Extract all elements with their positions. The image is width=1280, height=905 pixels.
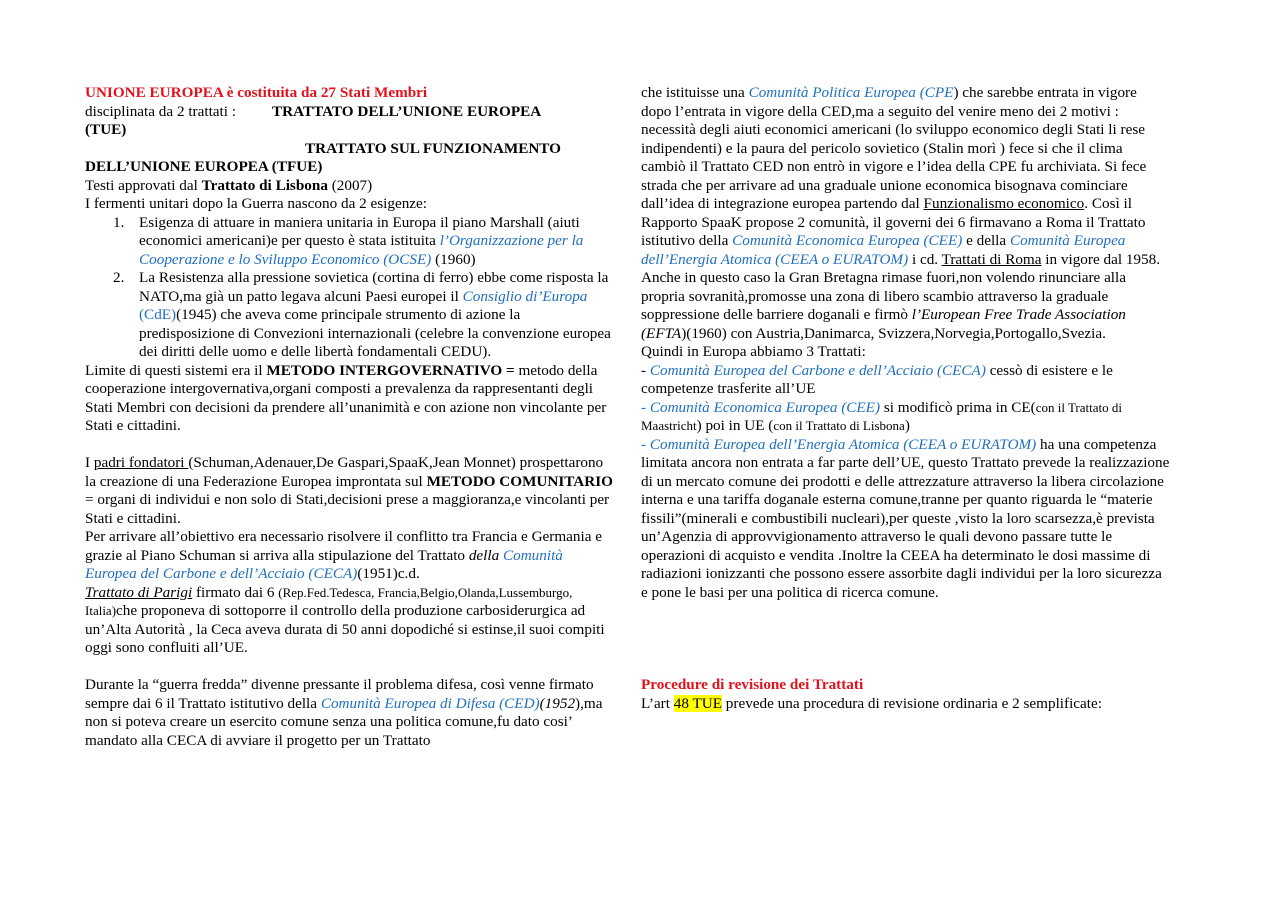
text: Durante la “guerra fredda” divenne pressante il problema difesa, così venne firmato sempre dai 6 il Trattato istitutivo della bbox=[85, 676, 594, 712]
text-bold: METODO COMUNITARIO bbox=[426, 472, 613, 490]
link-ced: Comunità Europea di Difesa (CED) bbox=[320, 694, 540, 712]
needs-list bbox=[85, 214, 615, 362]
spacer bbox=[641, 658, 1171, 677]
list-item bbox=[85, 269, 615, 362]
text: firmato dai 6 bbox=[192, 583, 279, 601]
text: che proponeva di sottoporre il controllo della produzione carbosiderurgica ad un’Alta Autorità , la Ceca aveva durata di 50 anni dopodiché si estinse,il suoi compiti oggi sono confluiti all’UE. bbox=[85, 602, 605, 656]
text-bold: METODO INTERGOVERNATIVO = bbox=[266, 361, 515, 379]
text: Testi approvati dal bbox=[85, 176, 202, 194]
paragraph-cpe bbox=[641, 84, 1171, 343]
text: Per arrivare all’obiettivo era necessario risolvere il conflitto tra Francia e Germania e grazie al Piano Schuman si arriva alla stipulazione del Trattato bbox=[85, 528, 602, 564]
link-ocse: l’Organizzazione per la Cooperazione e lo Sviluppo Economico (OCSE) bbox=[139, 232, 584, 268]
text: ha una competenza limitata ancora non entrata a far parte dell’UE, questo Trattato prevede la realizzazione di un mercato comune dei prodotti e delle attrezzature attraverso la libera circolazione interna e una tariffa doganale esterna comune,tranne per quanto riguarda le “materie fissili”(minerali e combustibili nucleari),per queste ,visto la loro scarsezza,è prevista un’Agenzia di approvvigionamento attraverso le quali devono passare tutte le operazioni di acquisto e vendita .Inoltre la CEEA ha determinato le dosi massime di radiazioni ionizzanti che possono essere assorbite dagli individui per la loro sicurezza e pone le basi per una politica di ricerca comune. bbox=[641, 435, 1170, 601]
paragraph-treaty-cee bbox=[641, 399, 1171, 436]
text-parigi: Trattato di Parigi bbox=[85, 583, 193, 601]
text-small: con il Trattato di Maastricht bbox=[641, 399, 1122, 433]
paragraph-trattati bbox=[85, 103, 615, 140]
paragraph-quindi: Quindi in Europa abbiamo 3 Trattati: bbox=[641, 343, 866, 360]
text-underlined: Funzionalismo economico bbox=[923, 195, 1085, 212]
text-bold: Trattato di Lisbona bbox=[201, 176, 328, 194]
text: ),ma non si poteva creare un esercito comune senza una politica comune,fu dato cosi’ mandato alla CECA di avviare il progetto per un Trattato bbox=[85, 694, 603, 749]
link-cde: Consiglio di’Europa bbox=[462, 287, 588, 305]
text-disciplinata: disciplinata da 2 trattati : bbox=[85, 102, 236, 120]
text: (1945) che aveva come principale strumento di azione la predisposizione di Convezioni internazionali (celebre la convenzione europea dei diritti delle uomo e delle libertà fondamentali CEDU). bbox=[139, 306, 611, 360]
spacer bbox=[641, 602, 1171, 621]
paragraph-lisbona bbox=[85, 177, 615, 196]
paragraph-treaty-ceca bbox=[641, 362, 1171, 399]
paragraph-limite bbox=[85, 362, 615, 436]
text: i cd. bbox=[908, 250, 942, 268]
text: che istituisse una bbox=[641, 84, 749, 101]
paragraph-fermenti: I fermenti unitari dopo la Guerra nascono da 2 esigenze: bbox=[85, 195, 428, 212]
link-ceca-2: Comunità Europea del Carbone e dell’Acciaio (CECA) bbox=[649, 361, 986, 379]
paragraph-ced bbox=[85, 676, 615, 750]
text: ) che sarebbe entrata in vigore dopo l’entrata in vigore della CED,ma a seguito del venire meno dei 2 motivi : necessità degli aiuti economici americani (lo sviluppo economico degli Stati li rese indipendenti) e la paura del pericolo sovietico (Stalin morì ) fece si che il clima cambiò il Trattato CED non entrò in vigore e l’idea della CPE fu archiviata. Si fece strada che per arrivare ad una graduale unione economica bisognava cominciare dall’idea di integrazione europea partendo dal bbox=[641, 84, 1147, 212]
list-number: 2. bbox=[113, 269, 125, 286]
link-ceca: Comunità Europea del Carbone e dell’Acciaio (CECA) bbox=[85, 546, 563, 582]
text: (1951)c.d. bbox=[357, 565, 420, 582]
text: )(1960) con Austria,Danimarca, Svizzera,Norvegia,Portogallo,Svezia. bbox=[681, 324, 1106, 342]
paragraph-procedure bbox=[641, 695, 1171, 714]
text: Esigenza di attuare in maniera unitaria in Europa il piano Marshall (aiuti economici americani)e per questo è stata istituita bbox=[139, 213, 580, 249]
title-tue-abbr: (TUE) bbox=[85, 121, 127, 138]
paragraph-padri bbox=[85, 454, 615, 528]
text: (CdE) bbox=[139, 306, 177, 323]
text: e della bbox=[962, 232, 1010, 249]
link-cee-2: - Comunità Economica Europea (CEE) bbox=[641, 398, 881, 416]
heading-ue: UNIONE EUROPEA è costituita da 27 Stati Membri bbox=[85, 84, 428, 101]
text: (Schuman,Adenauer,De Gaspari,SpaaK,Jean Monnet) prospettarono la creazione di una Federazione Europea improntata sul bbox=[85, 454, 604, 490]
spacer bbox=[641, 639, 1171, 658]
title-tue: TRATTATO DELL’UNIONE EUROPEA bbox=[272, 102, 542, 120]
text: La Resistenza alla pressione sovietica (cortina di ferro) ebbe come risposta la NATO,ma già un patto legava alcuni Paesi europei il bbox=[139, 269, 609, 305]
spacer bbox=[85, 436, 615, 455]
text: = organi di individui e non solo di Stati,decisioni prese a maggioranza,e vincolanti per Stati e cittadini. bbox=[85, 491, 610, 527]
link-ceea: Comunità Europea dell’Energia Atomica (CEEA o EURATOM) bbox=[641, 232, 1126, 268]
title-tfue-2: DELL’UNIONE EUROPEA (TFUE) bbox=[85, 158, 323, 175]
link-ceea-2: - Comunità Europea dell’Energia Atomica (CEEA o EURATOM) bbox=[641, 435, 1037, 453]
text: L’art bbox=[641, 694, 674, 712]
spacer bbox=[641, 621, 1171, 640]
text: (1960) bbox=[431, 250, 476, 268]
text: I bbox=[85, 454, 94, 471]
text-italic: l’European Free Trade Association (EFTA bbox=[641, 306, 1126, 342]
text-small: (Rep.Fed.Tedesca, Francia,Belgio,Olanda,Lussemburgo, Italia) bbox=[85, 584, 573, 618]
paragraph-treaty-ceea bbox=[641, 436, 1171, 603]
text: . Così il Rapporto SpaaK propose 2 comunità, il governi dei 6 firmavano a Roma il Trattato istitutivo della bbox=[641, 195, 1146, 249]
text-italic: (1952 bbox=[539, 694, 576, 712]
text: - bbox=[641, 361, 650, 379]
list-number: 1. bbox=[113, 213, 125, 231]
text: si modificò prima in CE( bbox=[880, 398, 1036, 416]
paragraph-ceca bbox=[85, 528, 615, 658]
text-underlined: Trattati di Roma bbox=[941, 250, 1042, 268]
heading-procedure: Procedure di revisione dei Trattati bbox=[641, 676, 864, 693]
text-highlighted: 48 TUE bbox=[673, 694, 722, 712]
list-item bbox=[85, 214, 615, 270]
right-column bbox=[641, 84, 1171, 713]
text: Limite di questi sistemi era il bbox=[85, 361, 267, 379]
text: in vigore dal 1958. Anche in questo caso la Gran Bretagna rimase fuori,non volendo rinunciare alla propria sovranità,promosse una zona di libero scambio attraverso la graduale soppressione delle barriere doganali e firmò bbox=[641, 250, 1161, 323]
text-small: con il Trattato di Lisbona bbox=[773, 418, 905, 433]
text: ) poi in UE ( bbox=[696, 417, 774, 434]
text: metodo della cooperazione intergovernativa,organi composti a prevalenza da rappresentanti degli Stati Membri con decisioni da prendere all’unanimità e con azione non vincolante per Stati e cittadini. bbox=[85, 361, 607, 434]
text: prevede una procedura di revisione ordinaria e 2 semplificate: bbox=[722, 694, 1102, 712]
text: (2007) bbox=[327, 176, 373, 194]
text: cessò di esistere e le competenze trasferite all’UE bbox=[641, 361, 1113, 397]
title-tfue: TRATTATO SUL FUNZIONAMENTO bbox=[305, 139, 561, 157]
link-cee: Comunità Economica Europea (CEE) bbox=[732, 232, 963, 249]
link-cpe: Comunità Politica Europea (CPE bbox=[748, 84, 954, 101]
left-column bbox=[85, 84, 615, 750]
text-underlined: padri fondatori bbox=[93, 454, 189, 471]
text: ) bbox=[904, 417, 910, 434]
text-italic: della bbox=[468, 546, 503, 564]
spacer bbox=[85, 658, 615, 677]
